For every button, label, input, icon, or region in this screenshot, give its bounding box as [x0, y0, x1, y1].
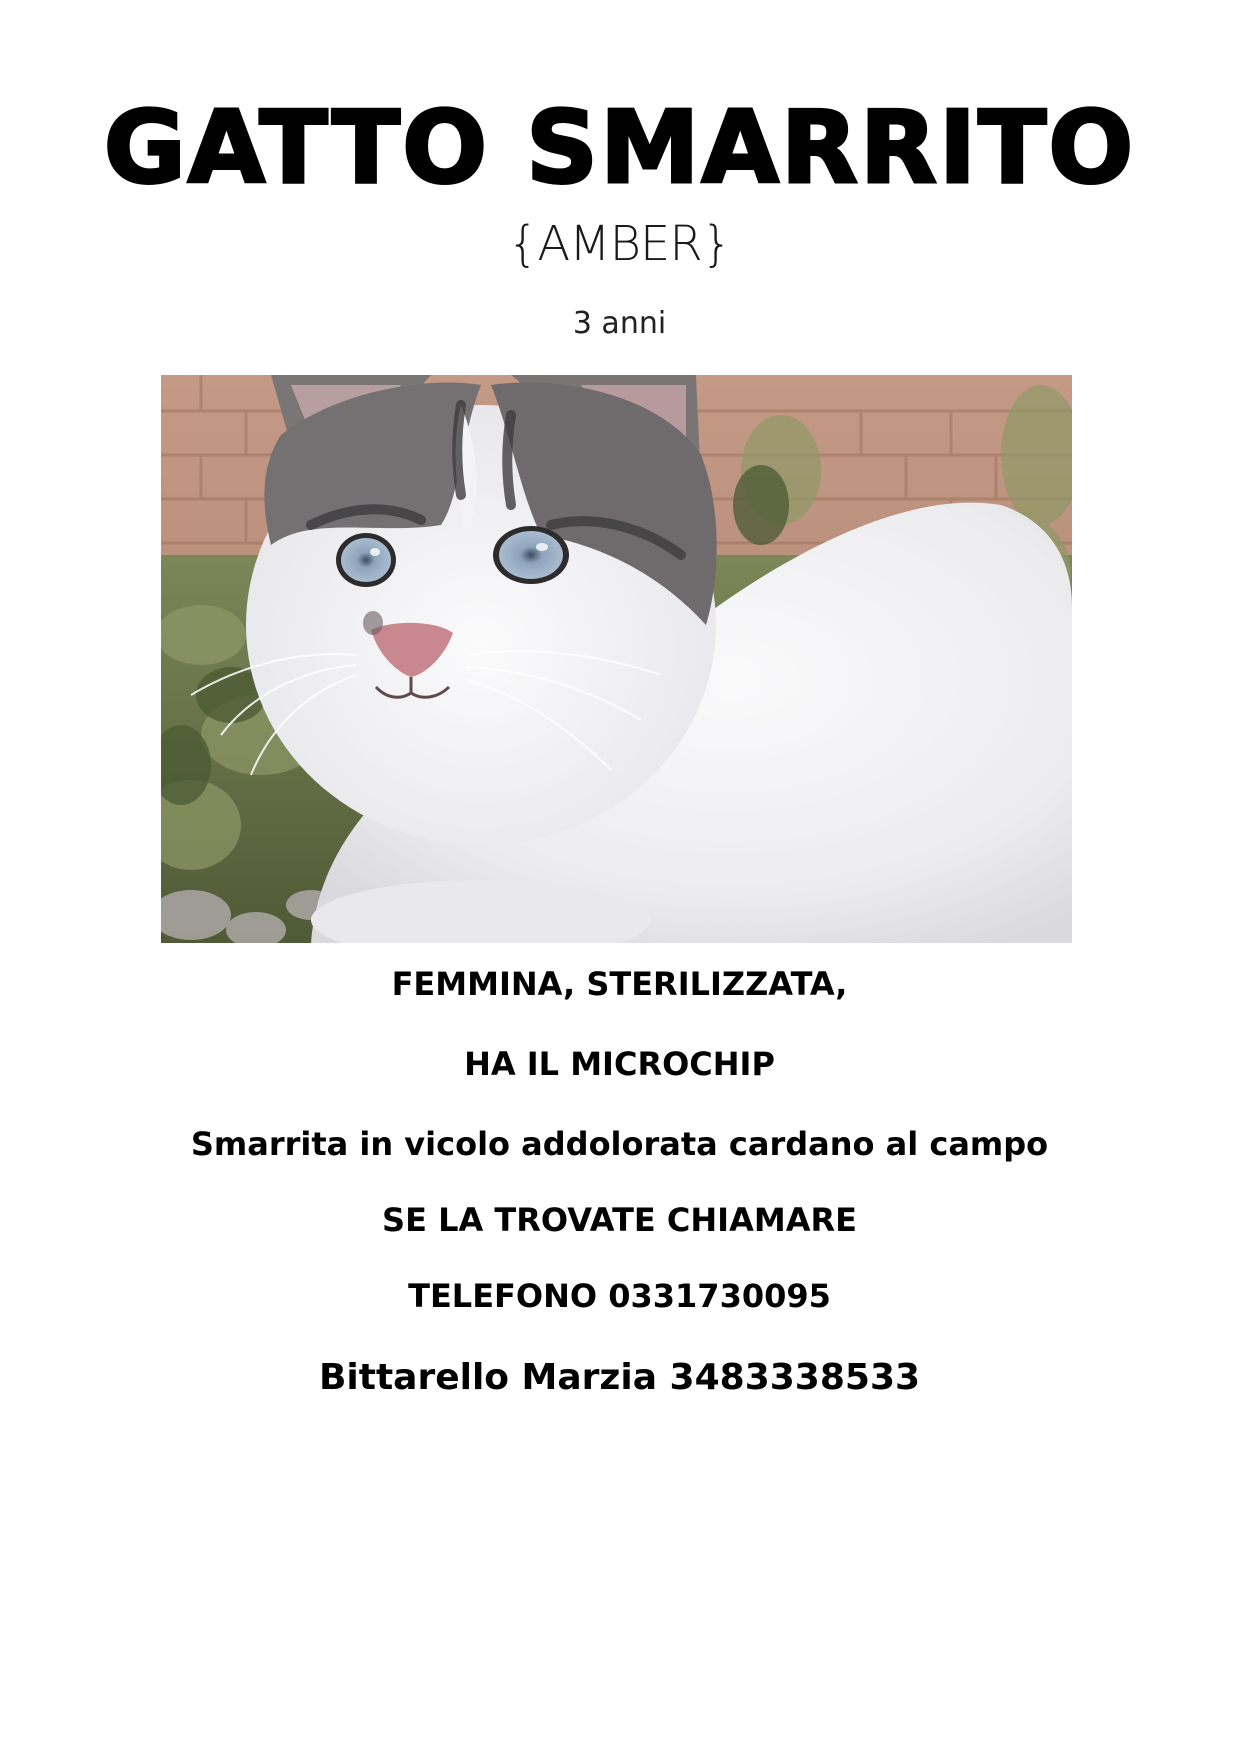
detail-location: Smarrita in vicolo addolorata cardano al campo [190, 1125, 1049, 1163]
cat-age: 3 anni [572, 306, 667, 341]
detail-sex-status: FEMMINA, STERILIZZATA, [391, 965, 848, 1003]
detail-microchip: HA IL MICROCHIP [464, 1045, 775, 1083]
cat-photo [161, 375, 1072, 943]
poster-title: GATTO SMARRITO [103, 89, 1136, 206]
detail-call-prompt: SE LA TROVATE CHIAMARE [382, 1201, 857, 1239]
cat-name: {AMBER} [507, 216, 732, 272]
detail-contact-name-phone: Bittarello Marzia 3483338533 [318, 1357, 921, 1398]
detail-phone: TELEFONO 0331730095 [408, 1277, 831, 1315]
